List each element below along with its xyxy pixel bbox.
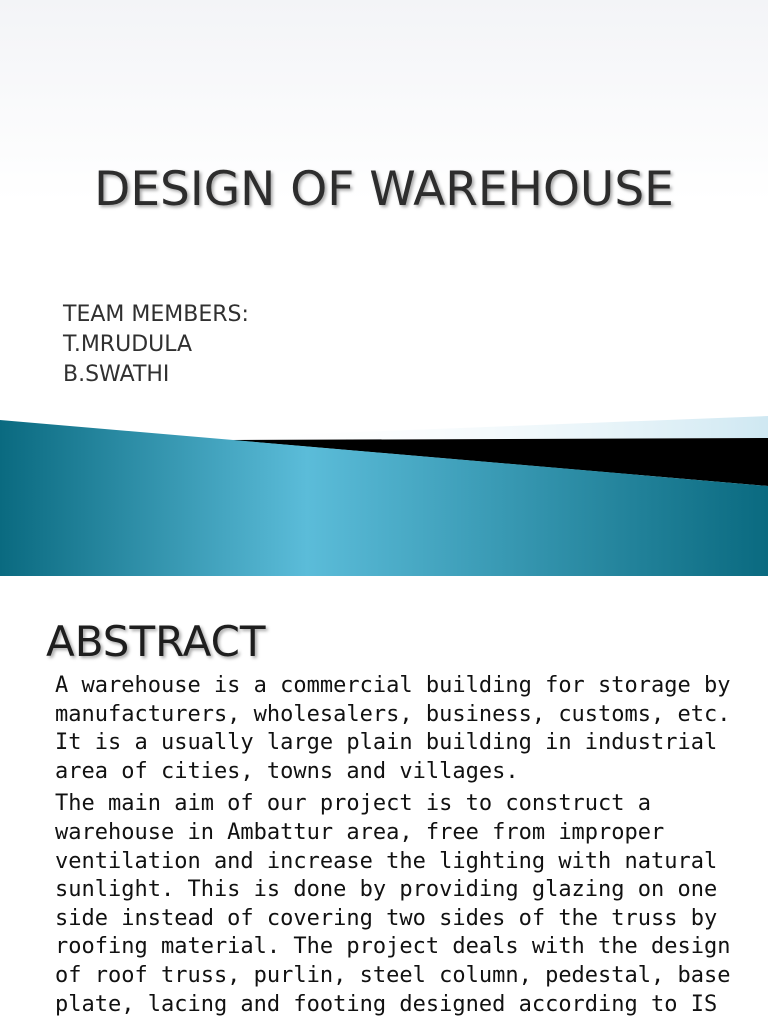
abstract-paragraph-2: The main aim of our project is to construct a warehouse in Ambattur area, free from improper ventilation and increase the lighting with natural sunlight. This is done by providing glazing on one side instead of covering two sides of the truss by roofing material. The project deals with the design of roof truss, purlin, steel column, pedestal, base plate, lacing and footing designed according to IS bbox=[55, 791, 731, 1017]
slide-title: DESIGN OF WAREHOUSE bbox=[94, 162, 674, 217]
team-members-heading: TEAM MEMBERS: bbox=[63, 302, 249, 327]
abstract-slide bbox=[0, 576, 768, 1024]
abstract-paragraph-1: A warehouse is a commercial building for storage by manufacturers, wholesalers, business, customs, etc. It is a usually large plain building in industrial area of cities, towns and villages. bbox=[55, 673, 731, 784]
team-member-2: B.SWATHI bbox=[63, 362, 170, 387]
team-member-1: T.MRUDULA bbox=[63, 332, 193, 357]
abstract-heading: ABSTRACT bbox=[46, 617, 266, 666]
abstract-body bbox=[55, 672, 745, 1023]
pale-band bbox=[230, 416, 768, 440]
